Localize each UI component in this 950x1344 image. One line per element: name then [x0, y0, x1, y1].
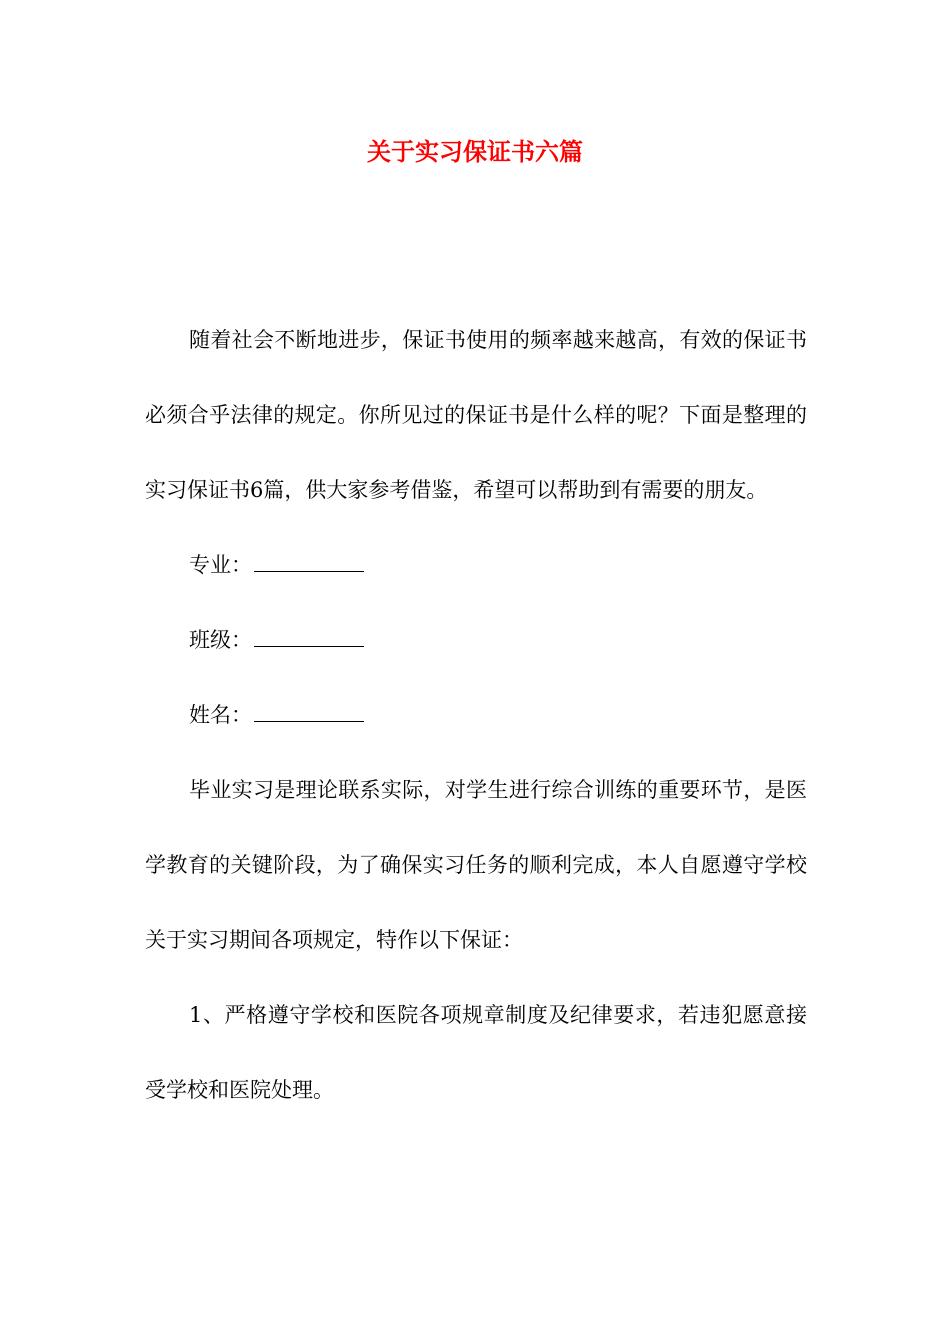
major-blank-line — [254, 570, 364, 572]
document-title: 关于实习保证书六篇 — [367, 138, 583, 166]
item-paragraph-1: 1、严格遵守学校和医院各项规章制度及纪律要求，若违犯愿意接受学校和医院处理。 — [145, 1003, 807, 1102]
intro-paragraph: 随着社会不断地进步，保证书使用的频率越来越高，有效的保证书必须合乎法律的规定。你所见过的保证书是什么样的呢？下面是整理的实习保证书6篇，供大家参考借鉴，希望可以帮助到有需要的朋友。 — [145, 328, 807, 502]
document-body — [145, 303, 807, 1128]
major-label: 专业： — [189, 553, 252, 577]
name-blank-line — [254, 720, 364, 722]
class-blank-line — [254, 645, 364, 647]
name-field — [145, 678, 807, 753]
name-label: 姓名： — [189, 703, 252, 727]
class-field — [145, 603, 807, 678]
statement-paragraph: 毕业实习是理论联系实际，对学生进行综合训练的重要环节，是医学教育的关键阶段，为了确保实习任务的顺利完成，本人自愿遵守学校关于实习期间各项规定，特作以下保证： — [145, 778, 807, 952]
major-field — [145, 528, 807, 603]
class-label: 班级： — [189, 628, 252, 652]
